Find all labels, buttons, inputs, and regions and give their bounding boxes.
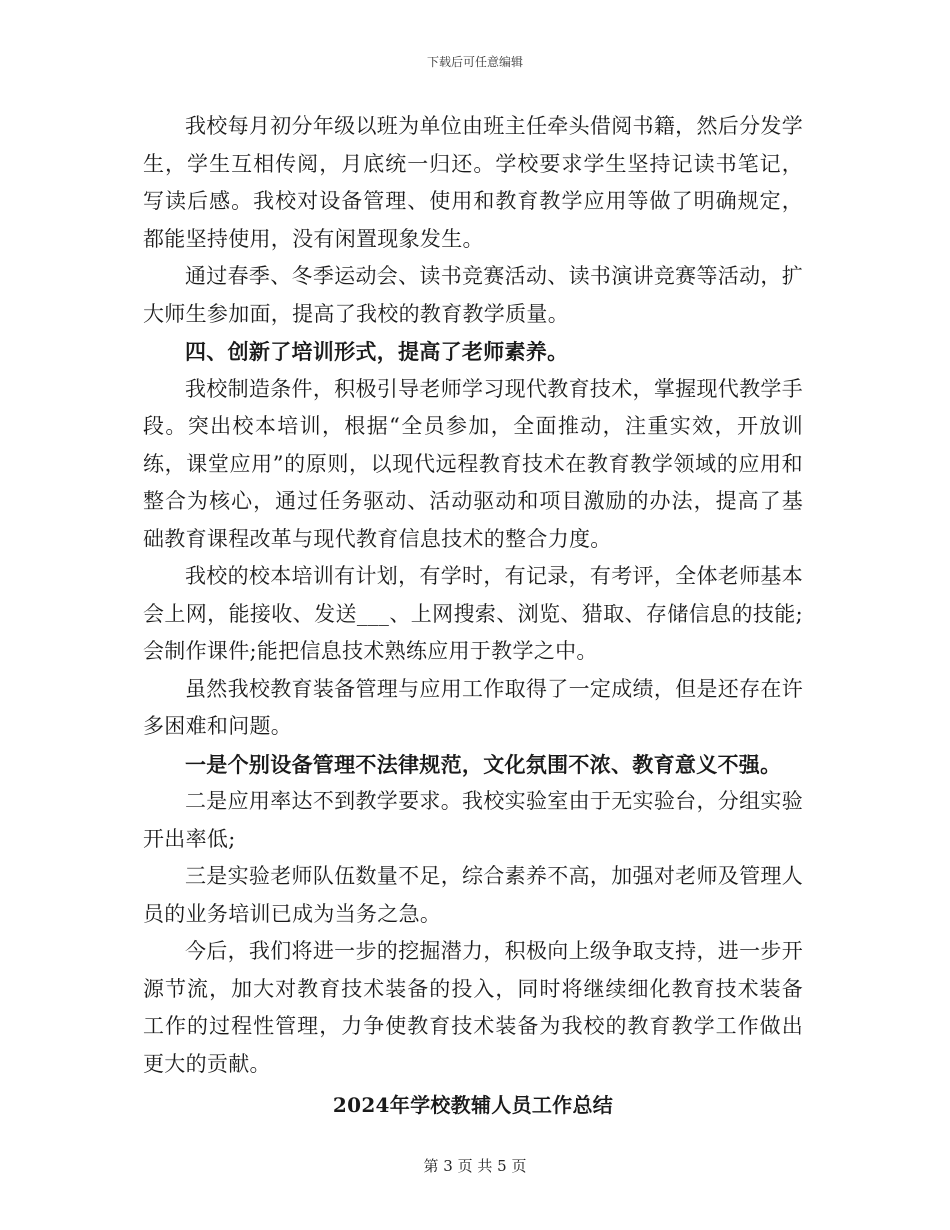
problem-item-3: 三是实验老师队伍数量不足，综合素养不高，加强对老师及管理人员的业务培训已成为当务之急。 — [143, 864, 803, 926]
paragraph-3: 我校制造条件，积极引导老师学习现代教育技术，掌握现代教学手段。突出校本培训，根据“全员参加，全面推动，注重实效，开放训练，课堂应用”的原则，以现代远程教育技术在教育教学领域的应用和整合为核心，通过任务驱动、活动驱动和项目激励的办法，提高了基础教育课程改革与现代教育信息技术的整合力度。 — [143, 376, 803, 551]
header-note: 下载后可任意编辑 — [426, 55, 523, 69]
page-number: 第 3 页 共 5 页 — [423, 1157, 527, 1175]
problem-item-2: 二是应用率达不到教学要求。我校实验室由于无实验台，分组实验开出率低; — [143, 789, 803, 851]
paragraph-5: 虽然我校教育装备管理与应用工作取得了一定成绩，但是还存在许多困难和问题。 — [143, 676, 803, 738]
section-heading-4: 四、创新了培训形式，提高了老师素养。 — [185, 339, 569, 364]
paragraph-4: 我校的校本培训有计划，有学时，有记录，有考评，全体老师基本会上网，能接收、发送___、上网搜索、浏览、猎取、存储信息的技能;会制作课件;能把信息技术熟练应用于教学之中。 — [143, 564, 803, 663]
problem-item-1: 一是个别设备管理不法律规范，文化氛围不浓、教育意义不强。 — [185, 751, 782, 777]
paragraph-2: 通过春季、冬季运动会、读书竞赛活动、读书演讲竞赛等活动，扩大师生参加面，提高了我校的教育教学质量。 — [143, 264, 803, 326]
paragraph-closing: 今后，我们将进一步的挖掘潜力，积极向上级争取支持，进一步开源节流，加大对教育技术装备的投入，同时将继续细化教育技术装备工作的过程性管理，力争使教育技术装备为我校的教育教学工作做出更大的贡献。 — [143, 939, 803, 1076]
document-body — [143, 108, 803, 1124]
document-title: 2024年学校教辅人员工作总结 — [332, 1093, 614, 1117]
paragraph-1: 我校每月初分年级以班为单位由班主任牵头借阅书籍，然后分发学生，学生互相传阅，月底统一归还。学校要求学生坚持记读书笔记，写读后感。我校对设备管理、使用和教育教学应用等做了明确规定，都能坚持使用，没有闲置现象发生。 — [143, 114, 803, 251]
